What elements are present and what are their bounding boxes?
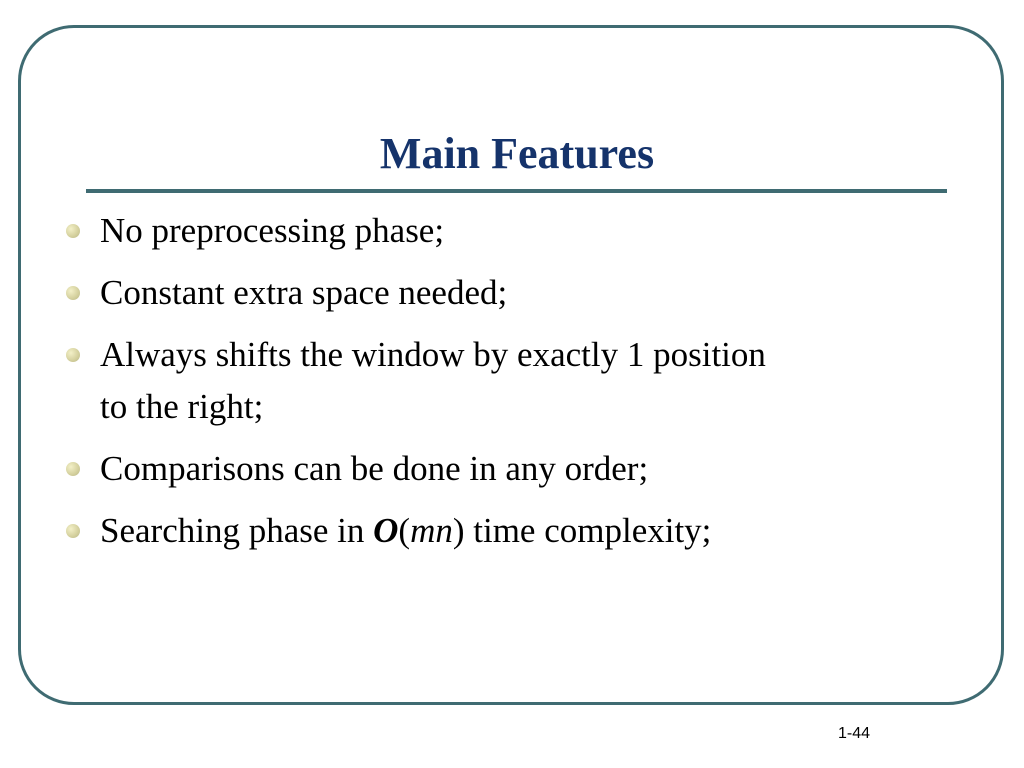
bullet-item-complexity: [62, 505, 962, 557]
bullet-text-line-1: Always shifts the window by exactly 1 position: [100, 335, 766, 374]
bullet-point-icon: [66, 286, 80, 300]
bullet-point-icon: [66, 348, 80, 362]
page-number: 1-44: [838, 725, 871, 742]
slide-title: Main Features: [379, 129, 655, 178]
complexity-variables: mn: [410, 511, 453, 550]
close-parenthesis: ): [452, 511, 465, 550]
bullet-item-space: [62, 267, 962, 319]
bullet-item-comparisons: [62, 443, 962, 495]
bullet-point-icon: [66, 462, 80, 476]
bullet-item-window-shift: [62, 329, 962, 433]
bullet-text-suffix: time complexity;: [464, 511, 712, 550]
bullet-point-icon: [66, 524, 80, 538]
bullet-text: Comparisons can be done in any order;: [100, 449, 649, 488]
bullet-list: [62, 205, 962, 567]
bullet-text: No preprocessing phase;: [100, 211, 445, 250]
title-underline: [86, 189, 947, 193]
bullet-text-line-2: to the right;: [100, 387, 264, 426]
bullet-point-icon: [66, 224, 80, 238]
bullet-text-prefix: Searching phase in: [100, 511, 374, 550]
open-parenthesis: (: [398, 511, 411, 550]
bullet-text: Constant extra space needed;: [100, 273, 508, 312]
big-o-symbol: O: [373, 511, 399, 550]
bullet-item-preprocessing: [62, 205, 962, 257]
